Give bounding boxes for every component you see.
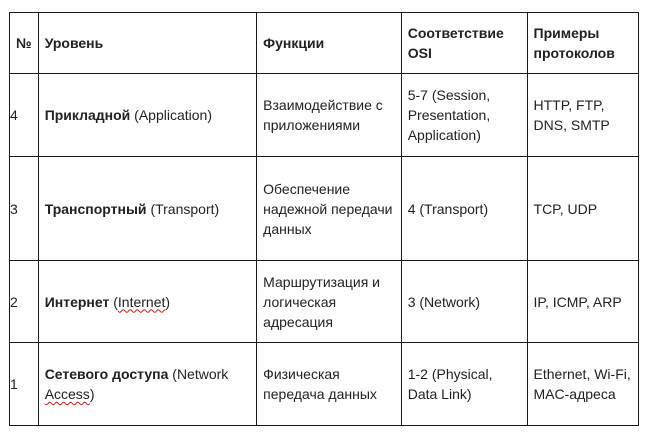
row-functions: Маршрутизация и логическая адресация — [257, 261, 402, 343]
tcp-ip-layers-table — [9, 12, 639, 426]
row-level — [38, 261, 256, 343]
level-name-ru: Интернет — [44, 293, 110, 310]
level-name-en-word: Access — [44, 386, 90, 402]
level-name-en-word: Internet — [117, 293, 166, 310]
row-protocols: IP, ICMP, ARP — [527, 261, 638, 343]
row-level — [38, 74, 256, 157]
level-name-en: (Transport) — [150, 200, 220, 217]
level-name-en-open: ( — [113, 293, 118, 310]
table-row — [10, 157, 639, 261]
level-name-en-open: (Network — [172, 366, 229, 382]
row-protocols: HTTP, FTP, DNS, SMTP — [527, 74, 638, 157]
level-name-ru: Сетевого доступа — [44, 366, 169, 382]
table-row — [10, 261, 639, 343]
row-num: 2 — [10, 261, 39, 343]
row-num: 4 — [10, 74, 39, 157]
row-osi: 3 (Network) — [401, 261, 527, 343]
table-row — [10, 343, 639, 426]
row-level — [38, 157, 256, 261]
row-osi: 1-2 (Physical, Data Link) — [401, 343, 527, 426]
row-functions: Обеспечение надежной передачи данных — [257, 157, 402, 261]
row-osi: 4 (Transport) — [401, 157, 527, 261]
level-name-en-close: ) — [165, 293, 171, 310]
row-num: 3 — [10, 157, 39, 261]
level-name-en-close: ) — [89, 386, 95, 402]
table-header-row — [10, 13, 639, 74]
table-row — [10, 74, 639, 157]
row-protocols: Ethernet, Wi-Fi, MAC-адреса — [527, 343, 638, 426]
level-name-ru: Транспортный — [44, 200, 147, 217]
header-protocols: Примеры протоколов — [527, 13, 638, 74]
header-osi: Соответствие OSI — [401, 13, 527, 74]
level-name-en: (Application) — [134, 107, 212, 123]
row-num: 1 — [10, 343, 39, 426]
header-functions: Функции — [257, 13, 402, 74]
row-osi: 5-7 (Session, Presentation, Application) — [401, 74, 527, 157]
row-functions: Физическая передача данных — [257, 343, 402, 426]
header-level: Уровень — [38, 13, 256, 74]
row-protocols: TCP, UDP — [527, 157, 638, 261]
row-level — [38, 343, 256, 426]
header-num: № — [10, 13, 39, 74]
level-name-ru: Прикладной — [44, 107, 131, 123]
row-functions: Взаимодействие с приложениями — [257, 74, 402, 157]
